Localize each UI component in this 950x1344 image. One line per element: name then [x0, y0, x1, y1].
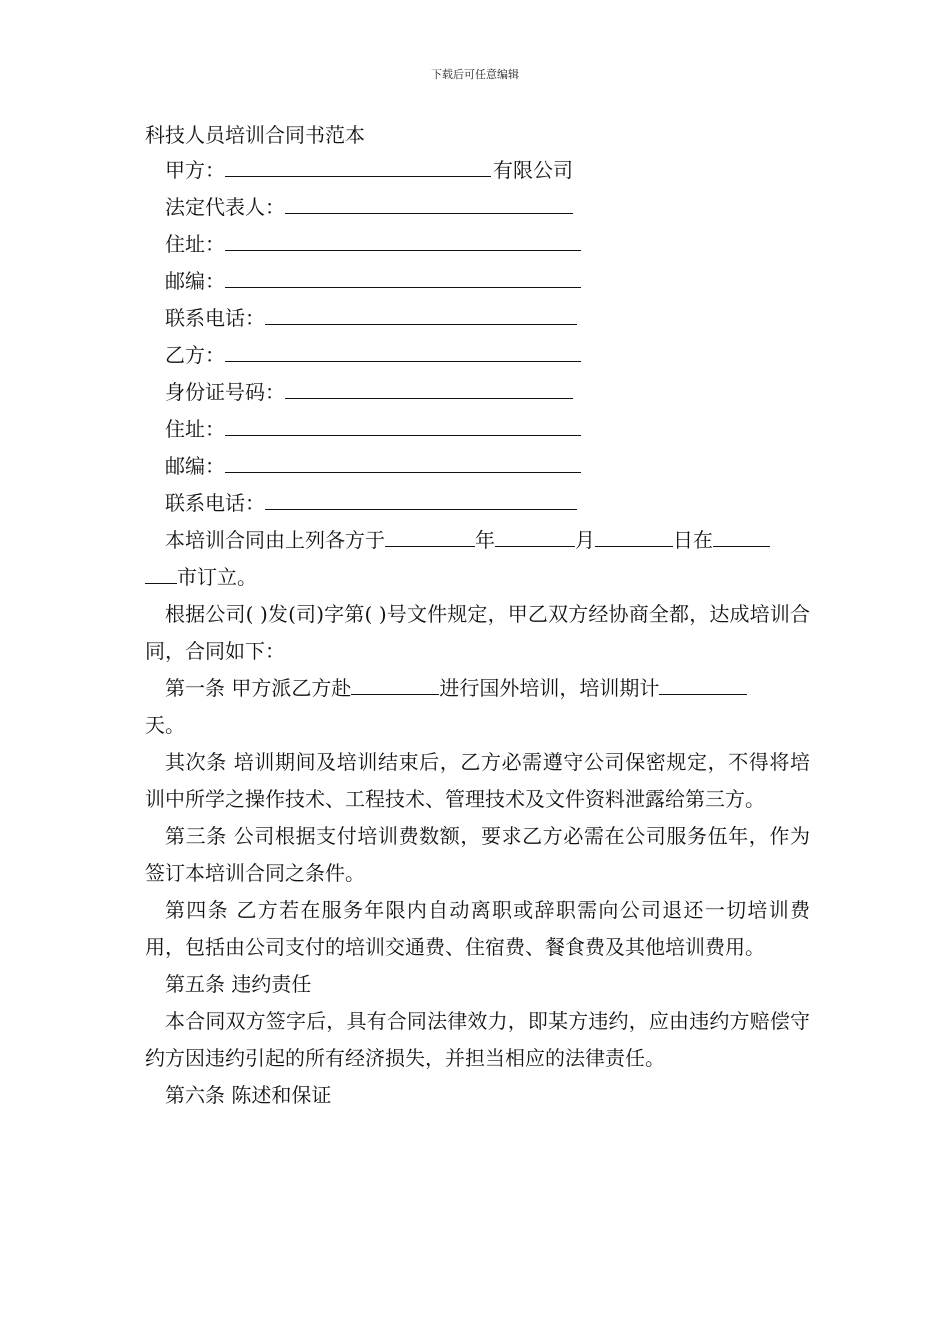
party-a-postcode-label: 邮编：: [165, 269, 225, 293]
article-2-text: 其次条 培训期间及培训结束后，乙方必需遵守公司保密规定，不得将培训中所学之操作技术、工程技术、管理技术及文件资料泄露给第三方。: [145, 750, 810, 811]
article-6-title-text: 第六条 陈述和保证: [165, 1083, 332, 1107]
party-a-phone-field: [145, 300, 810, 337]
party-a-phone-label: 联系电话：: [165, 306, 265, 330]
party-b-address-blank[interactable]: [225, 411, 581, 436]
party-a-address-blank[interactable]: [225, 226, 581, 251]
page-header-note: 下载后可任意编辑: [431, 68, 519, 81]
party-b-name-blank[interactable]: [225, 337, 581, 362]
basis-paragraph: [145, 596, 810, 670]
party-a-address-field: [145, 226, 810, 263]
article-1-text-c: 天。: [145, 713, 185, 737]
party-a-address-label: 住址：: [165, 232, 225, 256]
party-a-rep-field: [145, 189, 810, 226]
party-a-rep-label: 法定代表人：: [165, 195, 285, 219]
party-b-address-label: 住址：: [165, 417, 225, 441]
party-b-phone-blank[interactable]: [265, 485, 577, 510]
article-1-text-a: 第一条 甲方派乙方赴: [165, 676, 352, 700]
party-b-name-label: 乙方：: [165, 343, 225, 367]
article-5-body: [145, 1003, 810, 1077]
party-b-address-field: [145, 411, 810, 448]
intro-year-blank[interactable]: [385, 524, 475, 547]
article-2: [145, 744, 810, 818]
party-b-phone-field: [145, 485, 810, 522]
party-b-id-blank[interactable]: [285, 374, 573, 399]
party-b-postcode-field: [145, 448, 810, 485]
party-b-phone-label: 联系电话：: [165, 491, 265, 515]
article-4-text: 第四条 乙方若在服务年限内自动离职或辞职需向公司退还一切培训费用，包括由公司支付的培训交通费、住宿费、餐食费及其他培训费用。: [145, 898, 810, 959]
intro-city-end: 市订立。: [177, 565, 257, 589]
intro-day-label: 日在: [673, 528, 713, 552]
contract-document: [145, 120, 810, 1114]
party-b-id-label: 身份证号码：: [165, 380, 285, 404]
party-a-rep-blank[interactable]: [285, 189, 573, 214]
document-title: 科技人员培训合同书范本: [145, 123, 365, 147]
intro-year-label: 年: [475, 528, 495, 552]
article-4: [145, 892, 810, 966]
intro-month-label: 月: [575, 528, 595, 552]
party-a-name-blank[interactable]: [225, 152, 491, 177]
article-3: [145, 818, 810, 892]
party-b-postcode-label: 邮编：: [165, 454, 225, 478]
article-1-destination-blank[interactable]: [351, 672, 439, 695]
intro-day-blank[interactable]: [595, 524, 673, 547]
party-a-name-label: 甲方：: [165, 158, 225, 182]
party-a-postcode-field: [145, 263, 810, 300]
party-a-name-field: [145, 152, 810, 189]
basis-text: 根据公司( )发(司)字第( )号文件规定，甲乙双方经协商全都，达成培训合同，合同如下：: [145, 602, 810, 663]
party-a-phone-blank[interactable]: [265, 300, 577, 325]
article-1: [145, 670, 810, 744]
party-b-postcode-blank[interactable]: [225, 448, 581, 473]
party-b-name-field: [145, 337, 810, 374]
intro-paragraph: [145, 522, 810, 596]
article-6-title: [145, 1077, 810, 1114]
party-b-id-field: [145, 374, 810, 411]
party-a-name-suffix: 有限公司: [493, 158, 573, 182]
article-5-body-text: 本合同双方签字后，具有合同法律效力，即某方违约，应由违约方赔偿守约方因违约引起的所有经济损失，并担当相应的法律责任。: [145, 1009, 810, 1070]
intro-city-blank-b[interactable]: [145, 561, 177, 584]
article-5-title: [145, 966, 810, 1003]
article-5-title-text: 第五条 违约责任: [165, 972, 312, 996]
article-1-text-b: 进行国外培训，培训期计: [439, 676, 660, 700]
article-1-days-blank[interactable]: [659, 672, 747, 695]
article-3-text: 第三条 公司根据支付培训费数额，要求乙方必需在公司服务伍年，作为签订本培训合同之条件。: [145, 824, 810, 885]
intro-month-blank[interactable]: [495, 524, 575, 547]
intro-city-blank-a[interactable]: [713, 524, 770, 547]
intro-text: 本培训合同由上列各方于: [165, 528, 385, 552]
party-a-postcode-blank[interactable]: [225, 263, 581, 288]
